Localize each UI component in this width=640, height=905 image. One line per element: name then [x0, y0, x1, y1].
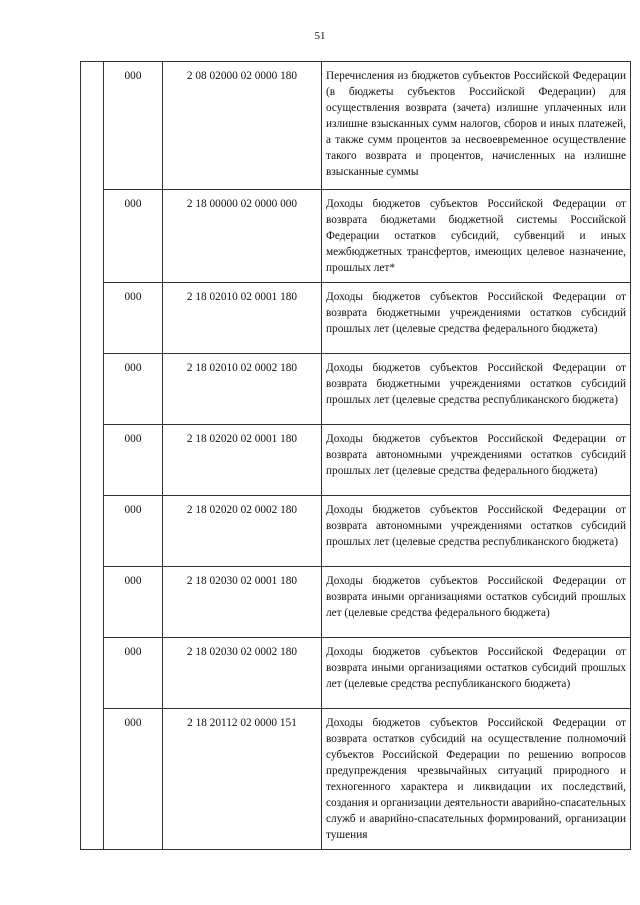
- admin-code-cell: 000: [104, 638, 163, 709]
- revenue-name-cell: Доходы бюджетов субъектов Российской Федерации от возврата автономными учреждениями остатков субсидий прошлых лет (целевые средства федерального бюджета): [322, 425, 631, 496]
- revenue-name-cell: Перечисления из бюджетов субъектов Российской Федерации (в бюджеты субъектов Российской Федерации) для осуществления возврата (зачета) излишне уплаченных или излишне взысканных сумм налогов, сборов и иных платежей, а также сумм процентов за несвоевременное осуществление такого возврата и процентов, начисленных на излишне взысканные суммы: [322, 62, 631, 190]
- revenue-name-cell: Доходы бюджетов субъектов Российской Федерации от возврата бюджетами бюджетной системы Российской Федерации остатков субсидий, субвенций и иных межбюджетных трансфертов, имеющих целевое назначение, прошлых лет*: [322, 190, 631, 283]
- budget-code-cell: 2 18 02030 02 0001 180: [163, 567, 322, 638]
- blank-cell: [81, 62, 104, 850]
- admin-code-cell: 000: [104, 496, 163, 567]
- table-row: [81, 190, 631, 283]
- admin-code-cell: 000: [104, 709, 163, 850]
- revenue-name-cell: Доходы бюджетов субъектов Российской Федерации от возврата иными организациями остатков субсидий прошлых лет (целевые средства федерального бюджета): [322, 567, 631, 638]
- revenue-name-cell: Доходы бюджетов субъектов Российской Федерации от возврата иными организациями остатков субсидий прошлых лет (целевые средства республиканского бюджета): [322, 638, 631, 709]
- page-number: 51: [314, 30, 326, 42]
- table-row: [81, 354, 631, 425]
- budget-code-cell: 2 18 00000 02 0000 000: [163, 190, 322, 283]
- admin-code-cell: 000: [104, 190, 163, 283]
- table-row: [81, 567, 631, 638]
- admin-code-cell: 000: [104, 567, 163, 638]
- revenue-name-cell: Доходы бюджетов субъектов Российской Федерации от возврата автономными учреждениями остатков субсидий прошлых лет (целевые средства республиканского бюджета): [322, 496, 631, 567]
- revenue-name-cell: Доходы бюджетов субъектов Российской Федерации от возврата бюджетными учреждениями остатков субсидий прошлых лет (целевые средства республиканского бюджета): [322, 354, 631, 425]
- budget-code-cell: 2 18 02010 02 0002 180: [163, 354, 322, 425]
- table-row: [81, 496, 631, 567]
- budget-code-cell: 2 18 02030 02 0002 180: [163, 638, 322, 709]
- table-row: [81, 425, 631, 496]
- budget-classification-table: [80, 61, 631, 850]
- admin-code-cell: 000: [104, 62, 163, 190]
- budget-code-cell: 2 18 02020 02 0002 180: [163, 496, 322, 567]
- admin-code-cell: 000: [104, 354, 163, 425]
- budget-code-cell: 2 08 02000 02 0000 180: [163, 62, 322, 190]
- budget-code-cell: 2 18 02010 02 0001 180: [163, 283, 322, 354]
- table-row: [81, 62, 631, 190]
- table-row: [81, 709, 631, 850]
- admin-code-cell: 000: [104, 283, 163, 354]
- revenue-name-cell: Доходы бюджетов субъектов Российской Федерации от возврата остатков субсидий на осуществление полномочий субъектов Российской Федерации по решению вопросов предупреждения чрезвычайных ситуаций природного и техногенного характера и ликвидации их последствий, создания и организации деятельности аварийно-спасательных служб и аварийно-спасательных формирований, организации тушения: [322, 709, 631, 850]
- admin-code-cell: 000: [104, 425, 163, 496]
- budget-code-cell: 2 18 02020 02 0001 180: [163, 425, 322, 496]
- table-row: [81, 638, 631, 709]
- table-row: [81, 283, 631, 354]
- budget-code-cell: 2 18 20112 02 0000 151: [163, 709, 322, 850]
- revenue-name-cell: Доходы бюджетов субъектов Российской Федерации от возврата бюджетными учреждениями остатков субсидий прошлых лет (целевые средства федерального бюджета): [322, 283, 631, 354]
